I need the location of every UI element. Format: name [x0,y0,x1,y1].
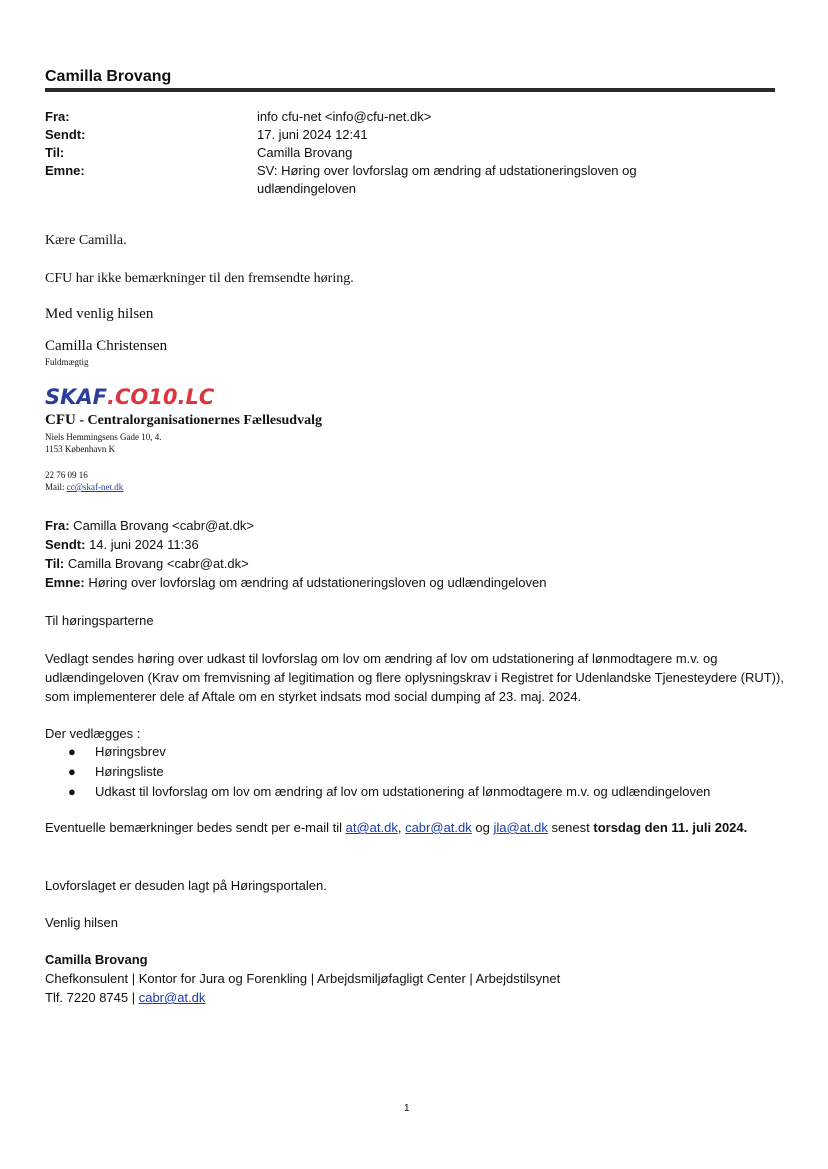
separator: og [471,820,494,835]
reply-greeting: Kære Camilla. [45,233,127,248]
fwd-from-row [45,516,785,535]
remarks-text: senest [547,820,594,835]
org-name: - Centralorganisationernes Fællesudvalg [75,413,322,428]
email-link-at[interactable]: at@at.dk [345,820,398,835]
reply-signer-title: Fuldmægtig [45,357,89,367]
signature-email-link[interactable]: cabr@at.dk [138,990,206,1005]
address-line-1: Niels Hemmingsens Gade 10, 4. [45,432,162,442]
header-subject-row [45,162,775,198]
fwd-subject-row [45,573,785,592]
separator: , [397,820,406,835]
org-line [45,412,322,429]
to-label: Til: [45,145,65,160]
deadline: torsdag den 11. juli 2024. [593,820,748,835]
fwd-from-value: Camilla Brovang <cabr@at.dk> [69,518,255,533]
email-link-cabr[interactable]: cabr@at.dk [405,820,472,835]
org-contact [45,469,123,493]
attachment-label: Udkast til lovforslag om lov om ændring af lov om udstationering af lønmodtagere m.v. og udlændingeloven [95,784,711,799]
header-rule [45,88,775,92]
to-value: Camilla Brovang [257,145,353,160]
email-link-jla[interactable]: jla@at.dk [493,820,548,835]
fwd-sent-label: Sendt: [45,537,86,552]
org-abbr: CFU [45,412,76,428]
body-paragraph: Vedlagt sendes høring over udkast til lovforslag om lov om ændring af lov om udstationering af lønmodtagere m.v. og udlændingeloven (Krav om fremvisning af legitimation og flere oplysningskrav i Registret for Udenlandske Tjenesteydere (RUT)), som implementerer dele af Aftale om en styrket indsats mod social dumping af 23. maj. 2024. [45,651,784,704]
signature-name: Camilla Brovang [45,952,148,967]
attachment-label: Høringsliste [95,764,164,779]
fwd-sent-value: 14. juni 2024 11:36 [85,537,199,552]
remarks-paragraph [45,818,785,837]
logo-part-skaf: SKAF [45,385,107,409]
address-line-2: 1153 København K [45,444,116,454]
attachment-list [68,742,710,802]
signature-title: Chefkonsulent | Kontor for Jura og Forenkling | Arbejdsmiljøfagligt Center | Arbejdstilsynet [45,971,561,986]
mail-label: Mail: [45,482,67,492]
signature-contact [45,988,785,1007]
forwarded-header [45,516,785,592]
fwd-sent-row [45,535,785,554]
header-sent-row [45,126,775,144]
regards: Venlig hilsen [45,915,118,930]
bullet-icon: ● [68,744,76,759]
email-header [45,108,775,198]
fwd-subject-label: Emne: [45,575,85,590]
reply-signer-name: Camilla Christensen [45,338,168,354]
fwd-from-label: Fra: [45,518,70,533]
org-address [45,431,161,455]
signature-phone: Tlf. 7220 8745 | [45,990,139,1005]
bullet-icon: ● [68,784,76,799]
header-from-row [45,108,775,126]
from-label: Fra: [45,109,70,124]
list-item [68,742,710,762]
reply-closing: Med venlig hilsen [45,306,154,322]
sent-label: Sendt: [45,127,86,142]
fwd-to-row [45,554,785,573]
list-item [68,782,710,802]
list-item [68,762,710,782]
portal-note: Lovforslaget er desuden lagt på Høringsportalen. [45,878,327,893]
fwd-to-value: Camilla Brovang <cabr@at.dk> [64,556,249,571]
remarks-text: Eventuelle bemærkninger bedes sendt per e-mail til [45,820,346,835]
attachment-label: Høringsbrev [95,744,166,759]
org-phone: 22 76 09 16 [45,470,88,480]
org-mail-row [45,481,123,493]
header-to-row [45,144,775,162]
org-mail-link[interactable]: cc@skaf-net.dk [66,482,124,492]
salutation: Til høringsparterne [45,613,154,628]
bullet-icon: ● [68,764,76,779]
mailbox-owner: Camilla Brovang [45,68,172,85]
subject-label: Emne: [45,163,85,178]
fwd-subject-value: Høring over lovforslag om ændring af udstationeringsloven og udlændingeloven [84,575,547,590]
subject-value: SV: Høring over lovforslag om ændring af udstationeringsloven og udlændingeloven [257,163,637,196]
from-value: info cfu-net <info@cfu-net.dk> [257,109,432,124]
reply-line: CFU har ikke bemærkninger til den fremsendte høring. [45,271,354,286]
attachments-intro: Der vedlægges : [45,726,141,741]
skaf-logo [45,384,214,410]
logo-part-co10-lc: .CO10.LC [107,385,215,409]
fwd-to-label: Til: [45,556,65,571]
page-number: 1 [404,1103,410,1114]
sent-value: 17. juni 2024 12:41 [257,127,368,142]
